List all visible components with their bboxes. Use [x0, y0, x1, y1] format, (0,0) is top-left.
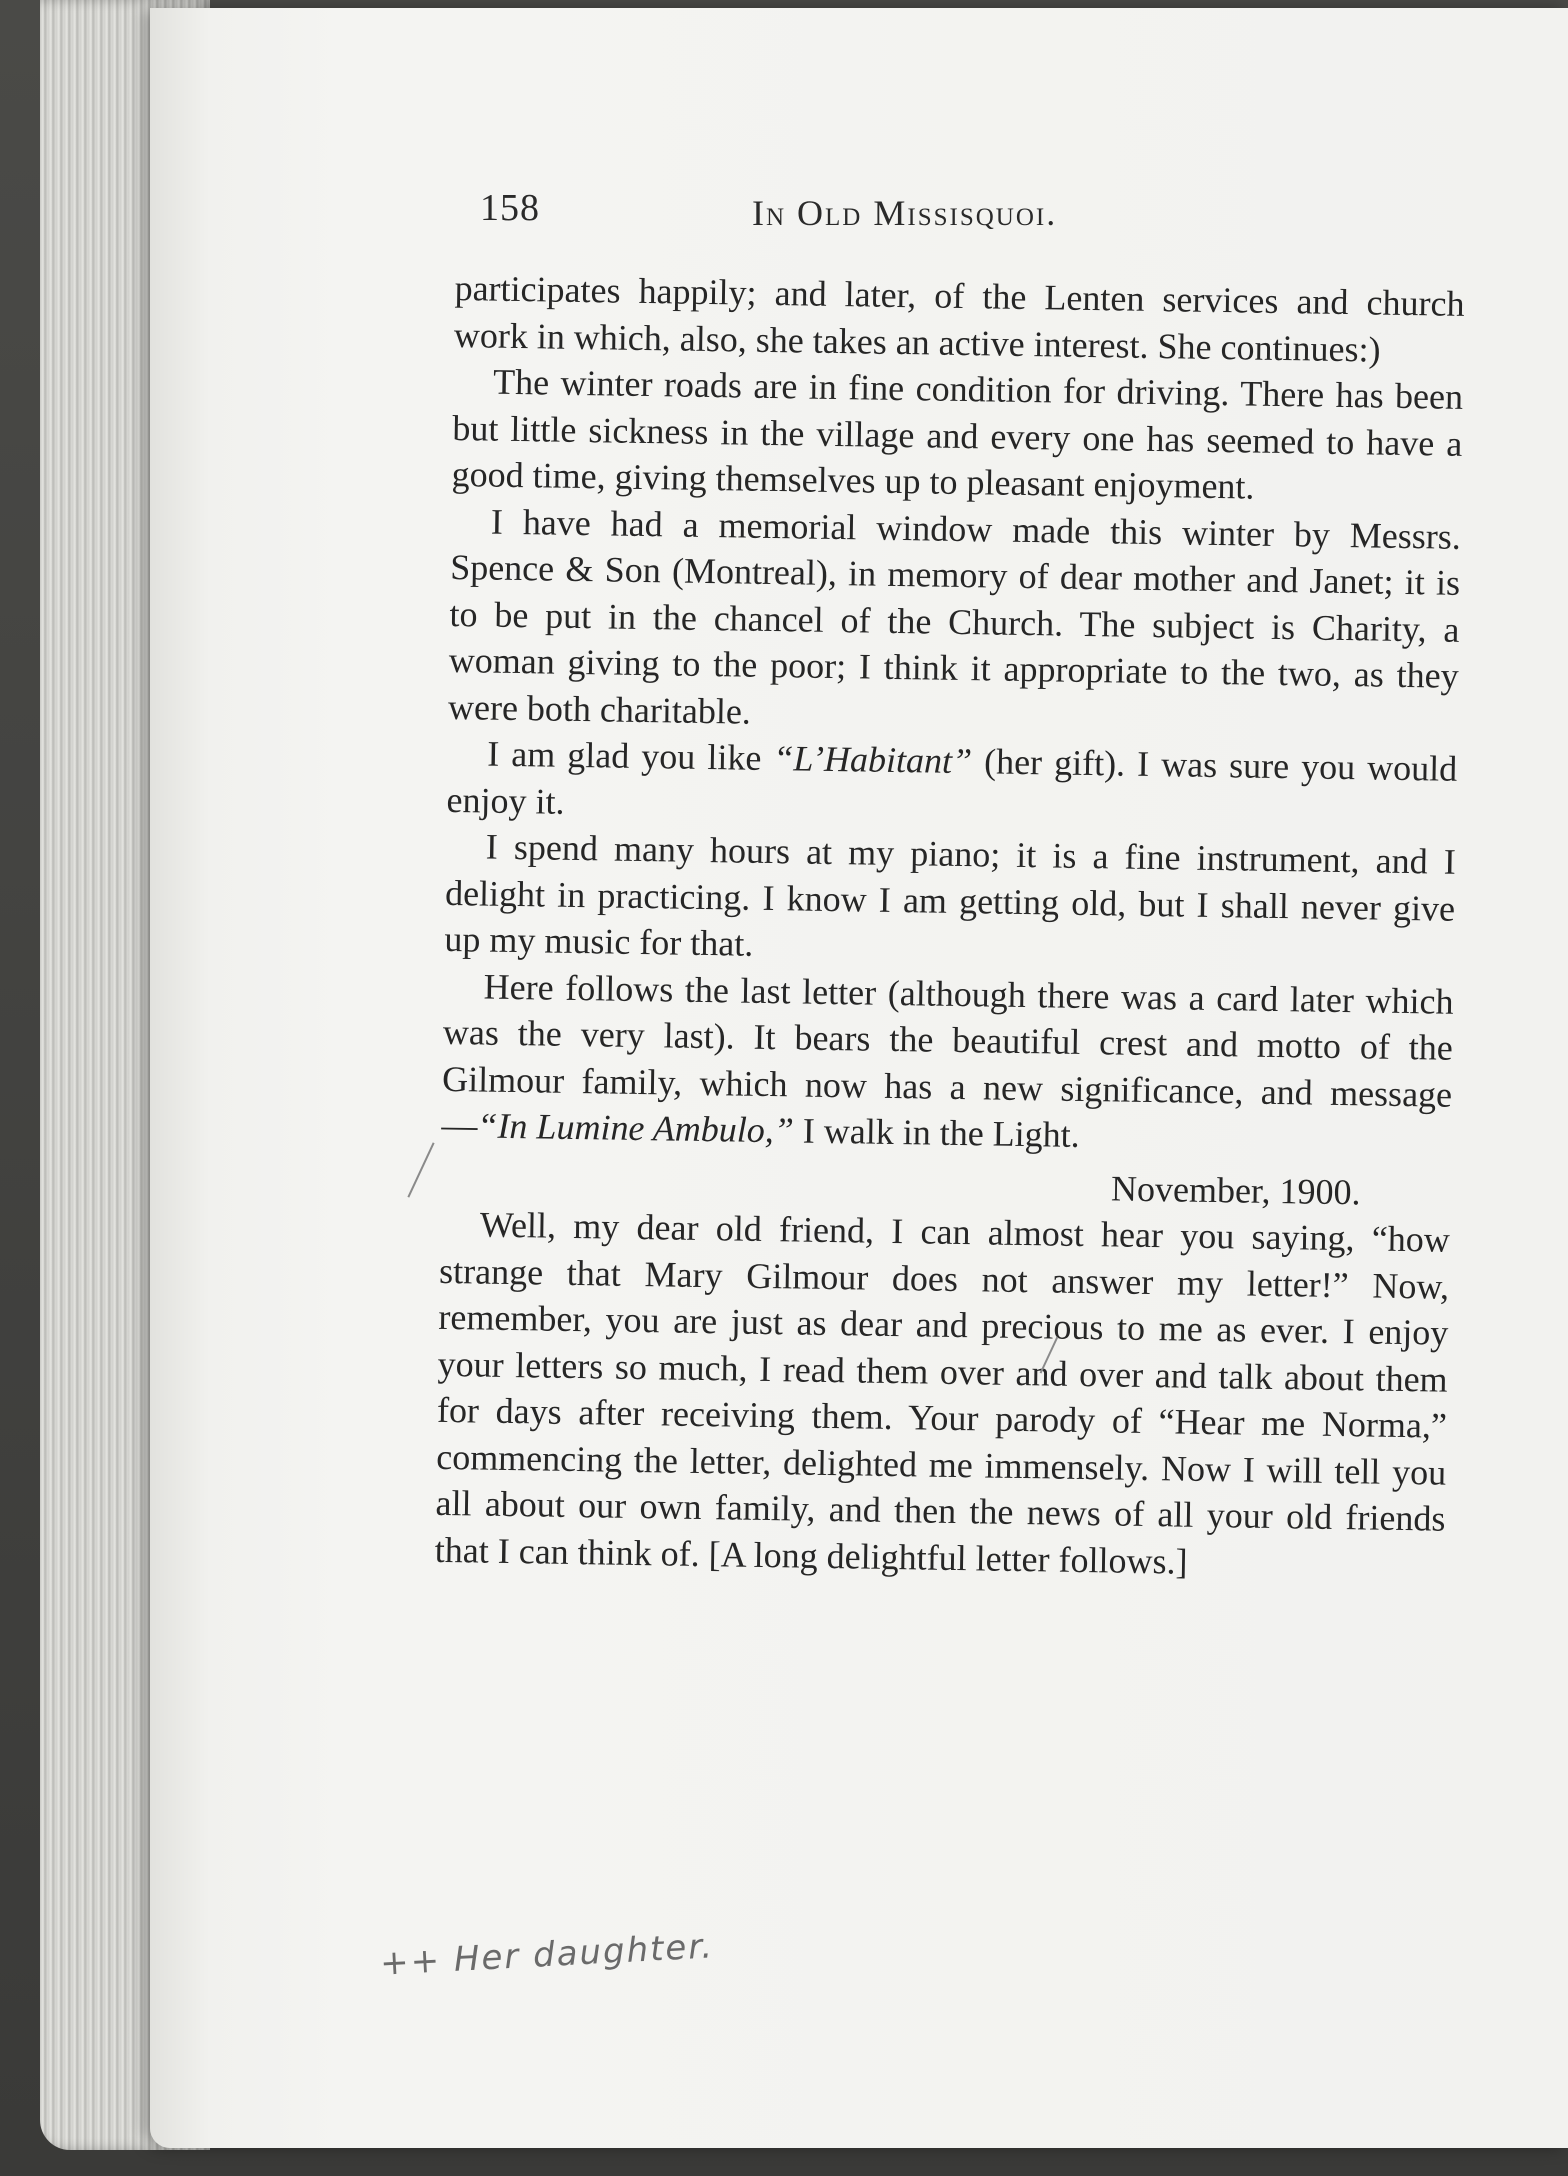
paragraph-text: (her gift). I was sure you would enjoy it. [446, 741, 1458, 822]
motto-italic: “In Lumine Ambulo,” [477, 1105, 795, 1151]
page-body [434, 265, 1464, 1589]
paragraph-text: I am glad you like [487, 733, 774, 779]
paragraph [441, 962, 1454, 1164]
paragraph-text: Here follows the last letter (although there was a card later which was the very last). It bears the beautiful crest and motto of the Gilmour family, which now has a new significance, and message— [441, 966, 1454, 1146]
paragraph: I spend many hours at my piano; it is a fine instrument, and I delight in practicing. I know I am getting old, but I shall never give up my music for that. [444, 826, 1457, 964]
letter-date: November, 1900. [1110, 1167, 1361, 1212]
paragraph: I have had a memorial window made this winter by Messrs. Spence & Son (Montreal), in memory of dear mother and Janet; it is to be put in the chancel of the Church. The subject is Charity, a woman giving to the poor; I think it appropriate to the two, as they were both charitable. [447, 501, 1462, 732]
paragraph: participates happily; and later, of the Lenten services and church work in which, also, she takes an active interest. She continues:) [453, 267, 1465, 370]
handwritten-annotation: ++ Her daughter. [379, 1926, 715, 1984]
paragraph: The winter roads are in fine condition for driving. There has been but little sickness in the village and every one has seemed to have a good time, giving themselves up to pleasant enjoyment. [451, 361, 1464, 507]
paragraph [446, 730, 1457, 839]
letter-paragraph: Well, my dear old friend, I can almost hear you saying, “how strange that Mary Gilmour does not answer my letter!” Now, remember, you are just as dear and precious to me as ever. I enjoy your letters so much, I read them over and over and talk about them for days after receiving them. Your parody of “Hear me Norma,” commencing the letter, delighted me immensely. Now I will tell you all about our own family, and then the news of all your old friends that I can think of. [A long delightful letter follows.] [434, 1204, 1451, 1582]
running-title: In Old Missisquoi. [752, 193, 1058, 233]
paragraph-text: I walk in the Light. [793, 1110, 1081, 1155]
page-header [480, 180, 1480, 250]
book-title-italic: “L’Habitant” [773, 738, 973, 782]
page-number: 158 [480, 187, 540, 229]
